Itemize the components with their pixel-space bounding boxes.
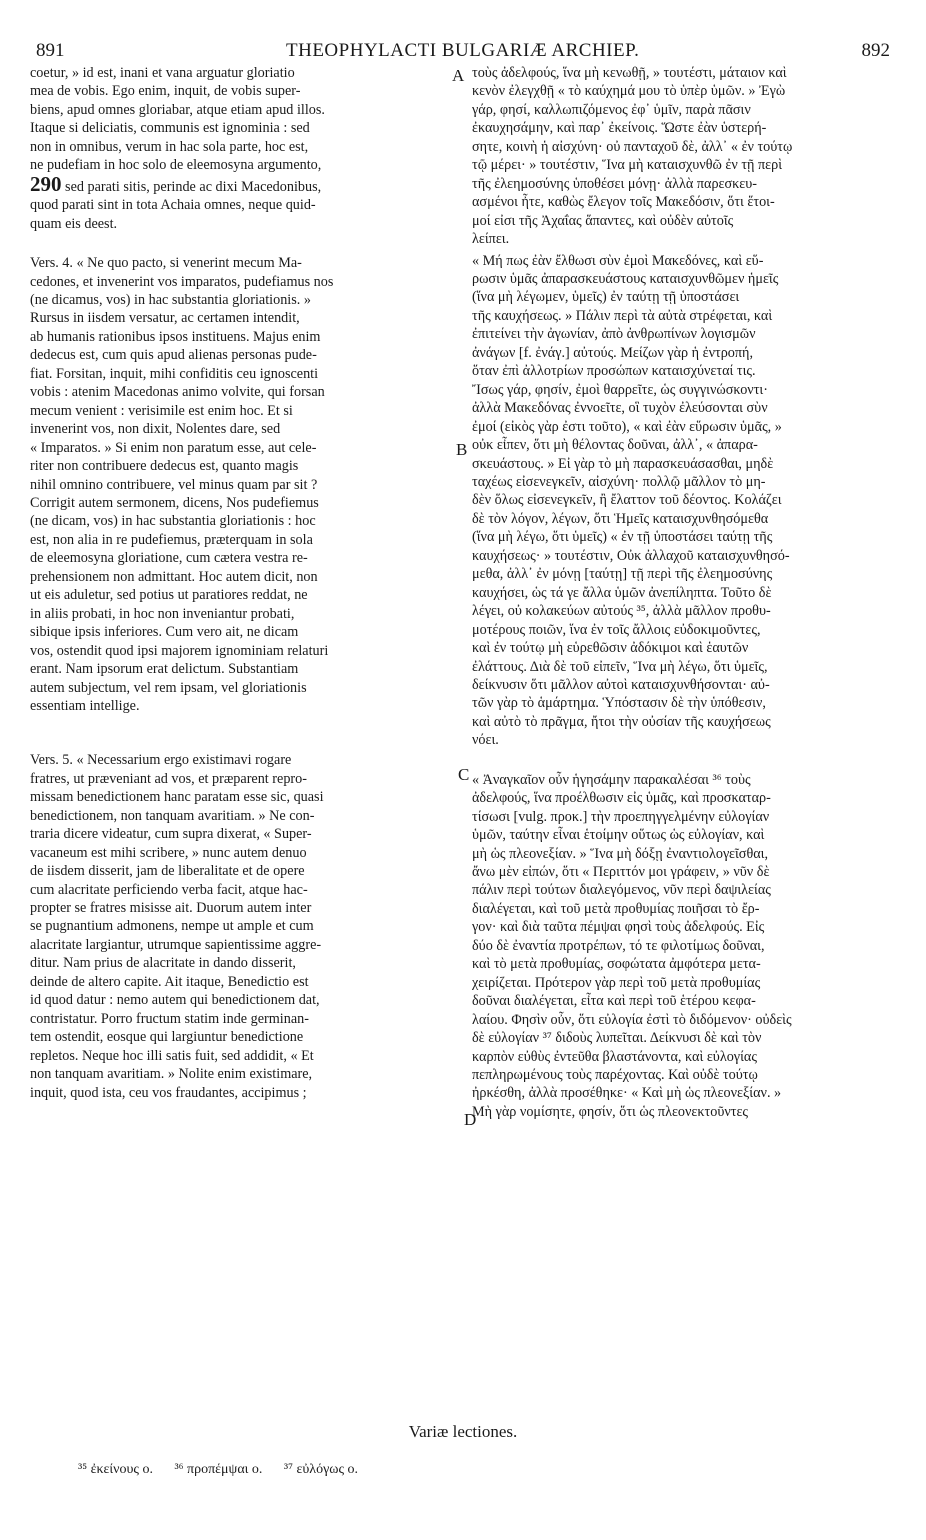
text-line: ditur. Nam prius de alacritate in dando disserit, <box>30 955 296 972</box>
text-line: 290 sed parati sitis, perinde ac dixi Macedonibus, <box>30 171 322 196</box>
latin-paragraph-3 <box>30 751 458 1102</box>
text-line: inquit, quod ista, ceu vos fraudantes, accipimus ; <box>30 1084 307 1101</box>
text-line: Ἴσως γάρ, φησίν, ἐμοὶ θαρρεῖτε, ὡς συγγινώσκοντι· <box>472 381 768 398</box>
text-line: ἐμοί (εἰκὸς γὰρ ἐστι τοῦτο), « καὶ ἐὰν εὕρωσιν ὑμᾶς, » <box>472 418 782 435</box>
text-line: λείπει. <box>472 231 510 248</box>
text-line: tem ostendit, eosque qui largiuntur benedictione <box>30 1029 304 1046</box>
text-line: γον· καὶ διὰ ταῦτα πέμψαι φησὶ τοὺς ἀδελφούς. Εἰς <box>472 919 765 936</box>
text-line: erant. Nam ipsorum erat delictum. Substantiam <box>30 661 299 678</box>
text-line: cedones, et invenerint vos imparatos, pudefiamus nos <box>30 273 334 290</box>
text-line: deinde de altero capite. Ait itaque, Benedictio est <box>30 973 309 990</box>
text-line: propter se fratres misisse ait. Duorum autem inter <box>30 900 312 917</box>
text-line: ὑμῶν, ταύτην εἶναι ἑτοίμην οὕτως ὡς εὐλογίαν, καὶ <box>472 827 765 844</box>
text-line: quam eis deest. <box>30 215 118 232</box>
margin-letter-d: D <box>464 1110 477 1129</box>
text-line: est, non alia in re pudefiemus, præterquam in sola <box>30 531 313 548</box>
margin-letter-b: B <box>456 440 468 459</box>
text-line: ἀλλὰ Μακεδόνας ἐννοεῖτε, οἳ τυχὸν ἐλεύσονται σὺν <box>472 400 768 417</box>
text-line: quod parati sint in tota Achaia omnes, neque quid- <box>30 197 316 214</box>
text-line: (ne dicam, vos) in hac substantia gloriationis : hoc <box>30 513 316 530</box>
text-line: δὲ εὐλογίαν ³⁷ διδοὺς λυπεῖται. Δείκνυσι δὲ καὶ τὸν <box>472 1030 762 1047</box>
text-line: καυχήσει, ὡς τά γε ἄλλα ὑμῶν ἀνεπίληπτα. Τοῦτο δὲ <box>472 584 772 601</box>
text-line: vobis : atenim Macedonas animo volvite, qui forsan <box>30 384 325 401</box>
page-header <box>36 40 890 64</box>
text-line: τοὺς ἀδελφούς, ἵνα μὴ κενωθῇ, » τουτέστι, μάταιον καὶ <box>472 65 787 81</box>
text-line: ab humanis rationibus ipsos instituens. Majus enim <box>30 328 321 345</box>
text-line: cum alacritate perficiendo verba facit, atque hac- <box>30 881 308 898</box>
text-line: « Ἀναγκαῖον οὖν ἡγησάμην παρακαλέσαι ³⁶ τοὺς <box>472 771 751 788</box>
text-line: καυχήσεως· » τουτέστιν, Οὐκ ἀλλαχοῦ καταισχυνθησό- <box>472 547 790 564</box>
right-page-number: 892 <box>861 40 890 61</box>
footnote: ³⁵ ἐκείνους ο. <box>78 1462 153 1477</box>
text-line: de iisdem disserit, jam de liberalitate et de opere <box>30 863 305 880</box>
greek-paragraph-1 <box>472 64 897 249</box>
text-line: non in omnibus, verum in hac sola parte, hoc est, <box>30 138 309 155</box>
text-line: benedictionem, non tanquam avaritiam. » Ne con- <box>30 807 315 824</box>
text-line: (ἵνα μὴ λέγωμεν, ὑμεῖς) ἐν ταύτῃ τῇ ὑποστάσει <box>472 289 740 306</box>
text-line: δύο δὲ ἐναντία προτρέπων, τό τε φιλοτίμως δοῦναι, <box>472 937 765 954</box>
text-line: ταχέως εἰσενεγκεῖν, αἰσχύνη· πολλῷ μᾶλλον τὸ μη- <box>472 473 766 490</box>
text-line: δοῦναι διαλέγεται, εἶτα καὶ περὶ τοῦ ἑτέρου κεφα- <box>472 993 756 1010</box>
text-line: τίσωσι [vulg. προκ.] τὴν προεπηγγελμένην εὐλογίαν <box>472 808 770 825</box>
footnote: ³⁶ προπέμψαι ο. <box>174 1462 263 1477</box>
text-line: λέγει, οὐ κολακεύων αὐτούς ³⁵, ἀλλὰ μᾶλλον προθυ- <box>472 603 771 620</box>
margin-letter-c: C <box>458 765 470 784</box>
text-line: (ἵνα μὴ λέγω, ὅτι ὑμεῖς) « ἐν τῇ ὑποστάσει ταύτῃ τῆς <box>472 529 773 546</box>
text-line: γάρ, φησί, καλλωπιζόμενος ἐφ᾽ ὑμῖν, παρὰ πᾶσιν <box>472 101 751 118</box>
text-line: essentiam intellige. <box>30 697 140 714</box>
text-line: τῆς ἐλεημοσύνης ὑποθέσει μόνῃ· ἀλλὰ παρεσκευ- <box>472 175 757 192</box>
text-line: πεπληρωμένους τοὺς παρέχοντας. Καὶ οὐδὲ τούτῳ <box>472 1067 758 1084</box>
greek-paragraph-3 <box>472 771 897 1122</box>
text-line: prehensionem non admittant. Hoc autem dicit, non <box>30 568 318 585</box>
text-line: (ne dicamus, vos) in hac substantia gloriationis. » <box>30 291 311 308</box>
text-line: τῆς καυχήσεως. » Πάλιν περὶ τὰ αὐτὰ στρέφεται, καὶ <box>472 307 773 324</box>
text-line: Rursus in iisdem versatur, ac certamen intendit, <box>30 310 300 327</box>
text-line: vacaneum est mihi scribere, » nunc autem denuo <box>30 844 307 861</box>
text-line: non tanquam avaritiam. » Nolite enim existimare, <box>30 1066 313 1083</box>
text-line: διαλέγεται, καὶ τοῦ μετὰ προθυμίας ποιῆσαι τὸ ἔρ- <box>472 900 760 917</box>
text-line: id quod datur : nemo autem qui benedictionem dat, <box>30 992 320 1009</box>
text-line: Corrigit autem sermonem, dicens, Nos pudefiemus <box>30 494 319 511</box>
text-line: δὲν ὅλως εἰσενεγκεῖν, ἢ ἔλαττον τοῦ δέοντος. Κολάζει <box>472 492 782 509</box>
text-line: μεθα, ἀλλ᾽ ἐν μόνῃ [ταύτῃ] τῇ περὶ τῆς ἐλεημοσύνης <box>472 566 773 583</box>
text-line: Itaque si deliciatis, communis est ignominia : sed <box>30 120 310 137</box>
text-line: μὴ ὡς πλεονεξίαν. » Ἵνα μὴ δόξῃ ἐναντιολογεῖσθαι, <box>472 845 769 862</box>
latin-paragraph-2 <box>30 254 458 715</box>
text-line: Vers. 5. « Necessarium ergo existimavi rogare <box>30 752 292 769</box>
text-line: σητε, κοινὴ ἡ αἰσχύνη· οὐ πανταχοῦ δὲ, ἀλλ᾽ « ἐν τούτῳ <box>472 138 793 155</box>
text-line: ἐκαυχησάμην, καὶ παρ᾽ ἐκείνοις. Ὥστε ἐὰν ὑστερή- <box>472 120 767 137</box>
text-line: ἄνω μὲν εἰπών, ὅτι « Περιττόν μοι γράφειν, » νῦν δὲ <box>472 864 770 881</box>
text-line: repletos. Neque hoc illi satis fuit, sed addidit, « Et <box>30 1047 314 1064</box>
text-line: καὶ αὐτὸ τὸ πρᾶγμα, ἤτοι τὴν οὐσίαν τῆς καυχήσεως <box>472 713 771 730</box>
text-line: ἐλάττους. Διὰ δὲ τοῦ εἰπεῖν, Ἵνα μὴ λέγω, ὅτι ὑμεῖς, <box>472 658 768 675</box>
text-line: biens, apud omnes gloriabar, atque etiam apud illos. <box>30 101 325 118</box>
text-line: λαίου. Φησὶν οὖν, ὅτι εὐλογία ἐστὶ τὸ διδόμενον· οὐδεὶς <box>472 1011 792 1028</box>
greek-paragraph-2 <box>472 252 897 750</box>
text-line: se pugnantium admonens, nempe ut ample et cum <box>30 918 314 935</box>
text-line: σκευάστους. » Εἰ γὰρ τὸ μὴ παρασκευάσασθαι, μηδὲ <box>472 455 774 472</box>
variae-lectiones-heading: Variæ lectiones. <box>408 1422 518 1441</box>
text-line: fratres, ut præveniant ad vos, et præparent repro- <box>30 770 307 787</box>
text-line: mea de vobis. Ego enim, inquit, de vobis super- <box>30 83 301 100</box>
text-line: fiat. Forsitan, inquit, mihi confiditis ceu ignoscenti <box>30 365 319 382</box>
text-line: alacritate largiantur, utrumque sapientissime aggre- <box>30 936 322 953</box>
text-line: contristatur. Porro fructum statim inde germinan- <box>30 1010 309 1027</box>
text-line: vos, ostendit quod ipsi majorem ignominiam relaturi <box>30 642 329 659</box>
text-line: κενὸν ἐλεγχθῇ « τὸ καύχημά μου τὸ ὑπὲρ ὑμῶν. » Ἐγὼ <box>472 83 786 100</box>
text-line: ασμένοι ἦτε, καθὼς ἔλεγον τοῖς Μακεδόσιν, ὅτι ἕτοι- <box>472 194 775 211</box>
text-line: dedecus est, cum quis apud alienas personas pude- <box>30 347 317 364</box>
text-line: ἐπιτείνει τὴν ἀγωνίαν, ἀπὸ ἀνθρωπίνων λογισμῶν <box>472 326 756 343</box>
latin-paragraph-1 <box>30 64 458 233</box>
text-line: traria dicere videatur, cum supra dixerat, « Super- <box>30 826 312 843</box>
text-line: καρπὸν εὐθὺς ἐντεῦθα βλαστάνοντα, καὶ εὐλογίας <box>472 1048 757 1065</box>
text-line: Μὴ γὰρ νομίσητε, φησίν, ὅτι ὡς πλεονεκτοῦντες <box>472 1103 749 1120</box>
running-title: THEOPHYLACTI BULGARIÆ ARCHIEP. <box>286 40 640 61</box>
latin-column <box>30 64 458 1102</box>
text-line: καὶ τὸ μετὰ προθυμίας, σοφώτατα ἀμφότερα μετα- <box>472 956 761 973</box>
text-line: οὐκ εἶπεν, ὅτι μὴ θέλοντας δοῦναι, ἀλλ᾽, « ἀπαρα- <box>472 437 758 454</box>
greek-column <box>472 64 897 1121</box>
footnotes <box>78 1462 376 1478</box>
text-line: in aliis probati, in hoc non inveniantur probati, <box>30 605 295 622</box>
text-line: πάλιν περὶ τούτων διαλεγόμενος, νῦν περὶ δαψιλείας <box>472 882 771 899</box>
text-line: νόει. <box>472 732 499 749</box>
text-line: riter non contribuere dedecus est, quanto magis <box>30 458 299 475</box>
text-line: τῶν γὰρ τὸ ἁμάρτημα. Ὑπόστασιν δὲ τὴν ὑπόθεσιν, <box>472 695 766 712</box>
text-line: ne pudefiam in hoc solo de eleemosyna argumento, <box>30 157 322 174</box>
text-line: ρωσιν ὑμᾶς ἀπαρασκευάστους καταισχυνθῶμεν ἡμεῖς <box>472 270 779 287</box>
text-line: ἀνάγων [f. ἐνάγ.] αὐτούς. Μείζων γὰρ ἡ ἐντροπή, <box>472 344 753 361</box>
text-line: δὲ τὸν λόγον, λέγων, ὅτι Ἡμεῖς καταισχυνθησόμεθα <box>472 510 769 527</box>
column-number: 290 <box>30 171 62 196</box>
text-line: χειρίζεται. Πρότερον γὰρ περὶ τοῦ μετὰ προθυμίας <box>472 974 761 991</box>
text-line: καὶ ἐν τούτῳ μὴ εὑρεθῶσιν ἀδόκιμοι καὶ ἑαυτῶν <box>472 640 749 657</box>
footnote: ³⁷ εὐλόγως ο. <box>283 1462 359 1477</box>
text-line: ut eis aduletur, sed potius ut paratiores reddat, ne <box>30 587 308 604</box>
text-line: ὅταν ἐπὶ ἀλλοτρίων προσώπων καταισχύνεταί τις. <box>472 363 756 380</box>
text-line: δείκνυσιν ὅτι μᾶλλον αὐτοὶ καταισχυνθήσονται· αὐ- <box>472 676 770 693</box>
text-line: de eleemosyna gloriatione, cum cætera vestra re- <box>30 550 308 567</box>
text-line: missam benedictionem hanc paratam esse sic, quasi <box>30 789 324 806</box>
margin-letter-a: A <box>452 66 465 85</box>
text-line: μοτέρους ποιῶν, ἵνα ἐν τοῖς ἄλλοις εὐδοκιμοῦντες, <box>472 621 761 638</box>
text-line: coetur, » id est, inani et vana arguatur gloriatio <box>30 65 295 81</box>
text-line: autem subjectum, vel rem ipsam, vel gloriationis <box>30 679 307 696</box>
text-line: nihil omnino contribuere, vel minus quam par sit ? <box>30 476 318 493</box>
text-line: τῷ μέρει· » τουτέστιν, Ἵνα μὴ καταισχυνθῶ ἐν τῇ περὶ <box>472 157 783 174</box>
text-line: μοί εἰσι τῆς Ἀχαΐας ἅπαντες, καὶ οὐδὲν αὐτοῖς <box>472 212 734 229</box>
text-line: invenerint vos, non dixit, Nolentes dare, sed <box>30 421 281 438</box>
text-line: ἠρκέσθη, ἀλλὰ προσέθηκε· « Καὶ μὴ ὡς πλεονεξίαν. » <box>472 1085 782 1102</box>
text-line: « Imparatos. » Si enim non paratum esse, aut cele- <box>30 439 317 456</box>
text-line: Vers. 4. « Ne quo pacto, si venerint mecum Ma- <box>30 255 302 272</box>
text-line: sibique ipsis inferiores. Cum vero ait, ne dicam <box>30 624 299 641</box>
left-page-number: 891 <box>36 40 65 61</box>
text-line: « Μή πως ἐὰν ἔλθωσι σὺν ἐμοὶ Μακεδόνες, καὶ εὕ- <box>472 252 764 269</box>
text-line: ἀδελφούς, ἵνα προέλθωσιν εἰς ὑμᾶς, καὶ προσκαταρ- <box>472 790 771 807</box>
text-line: mecum venient : verisimile est enim hoc. Et si <box>30 402 293 419</box>
